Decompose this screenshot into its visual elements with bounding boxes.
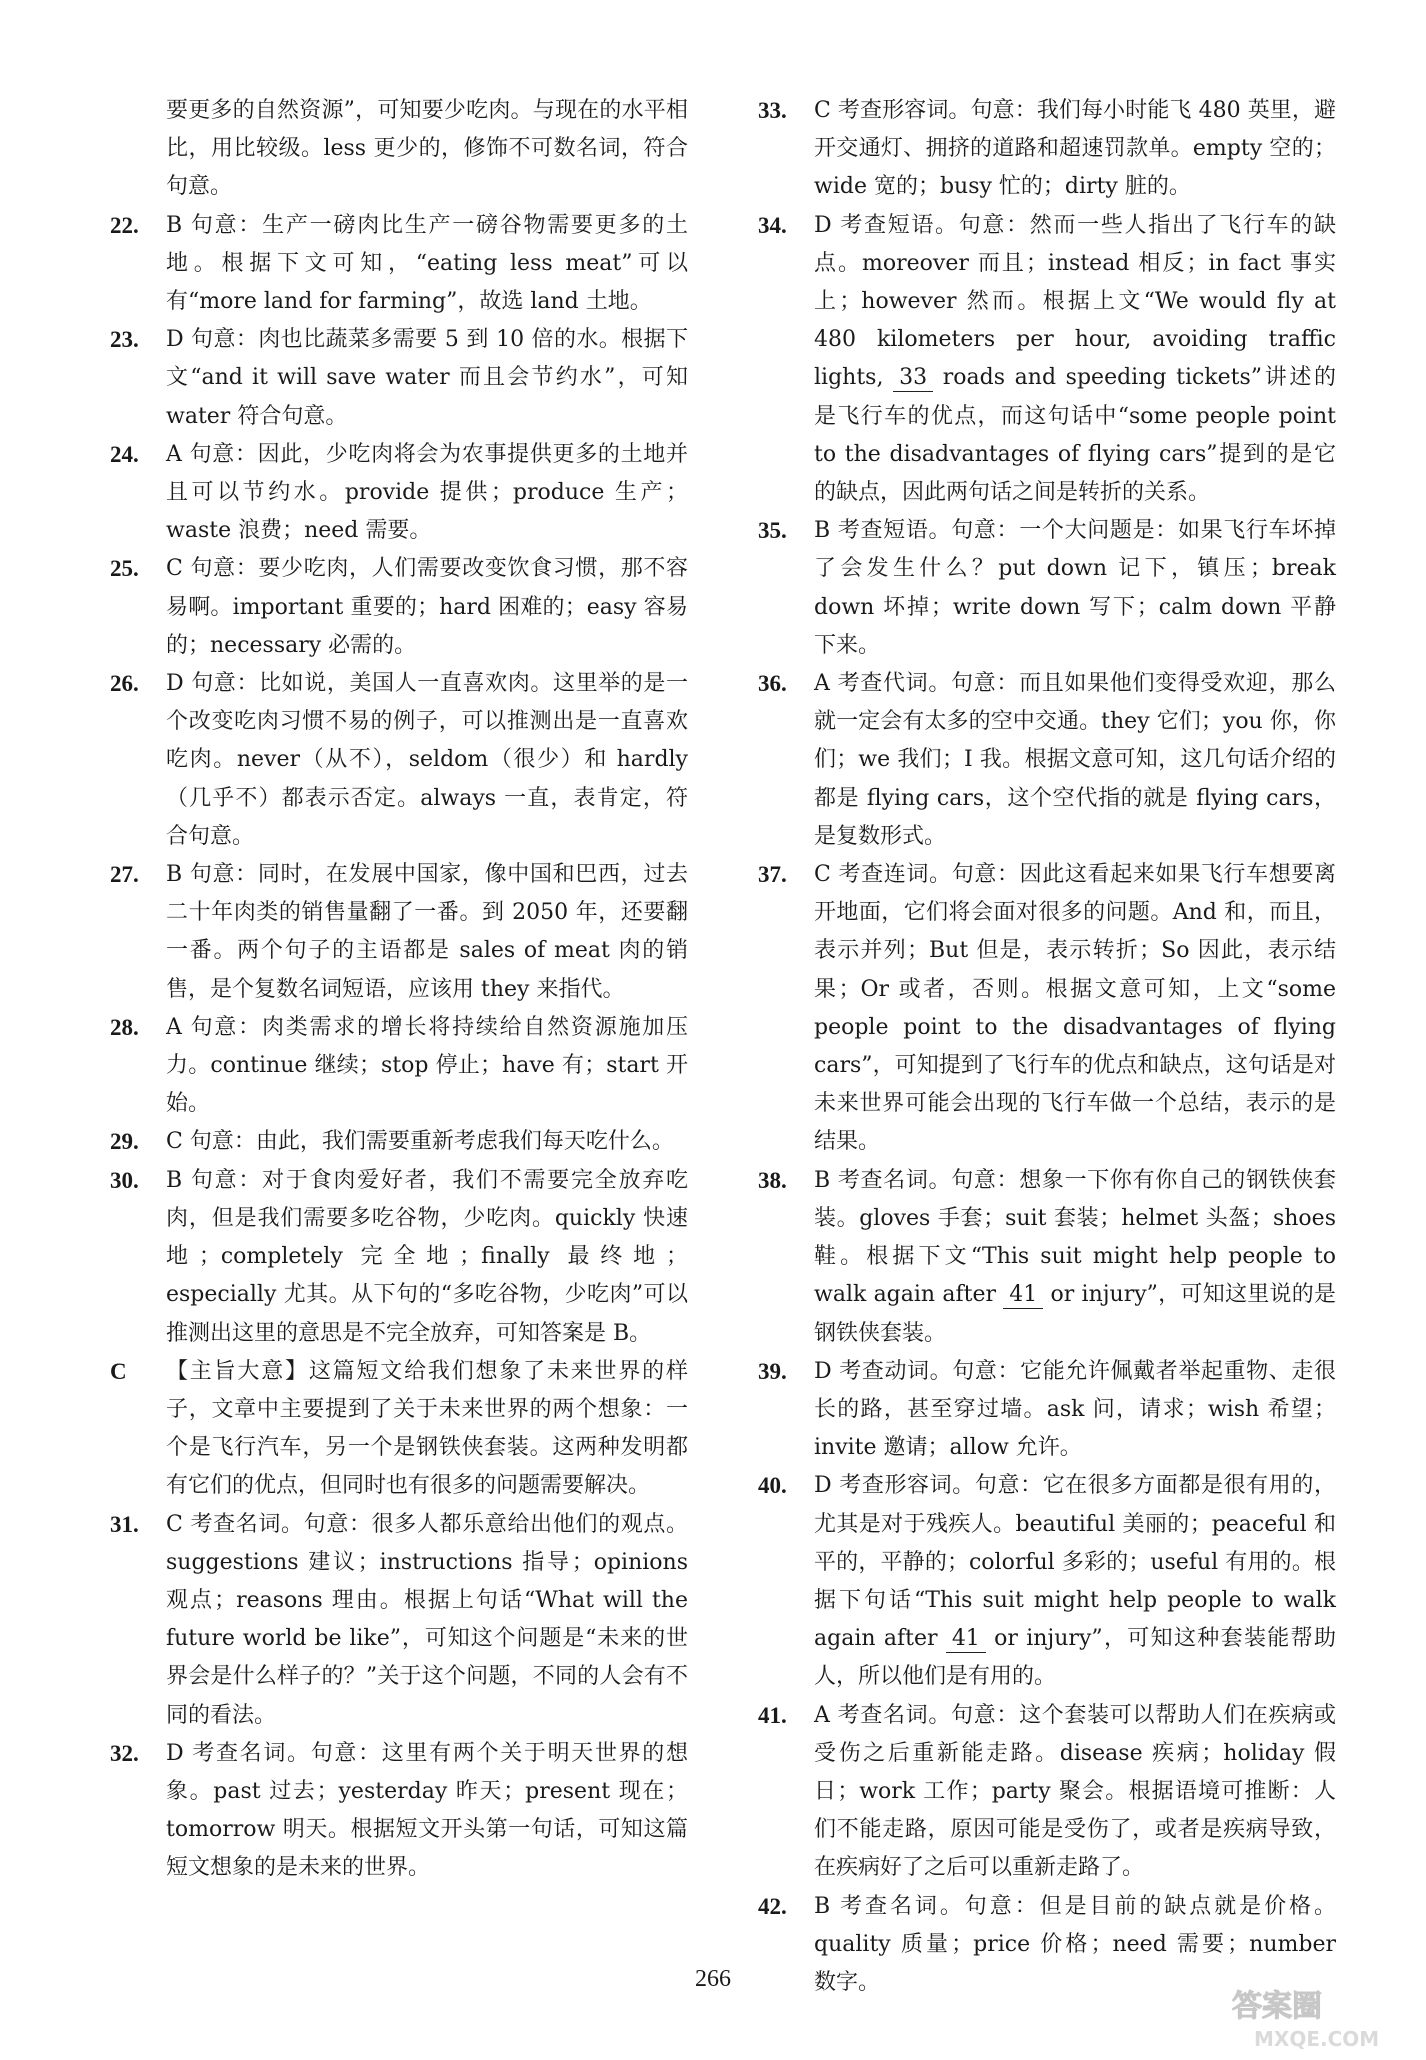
section-c-summary xyxy=(110,1353,688,1506)
item-number: 29. xyxy=(110,1129,139,1155)
item-number: 30. xyxy=(110,1167,139,1193)
summary-text: 【主旨大意】这篇短文给我们想象了未来世界的样子，文章中主要提到了关于未来世界的两个想象：一个是飞行汽车，另一个是钢铁侠套装。这两种发明都有它们的优点，但同时也有很多的问题需要解决。 xyxy=(166,1358,688,1499)
item-text: C 考查连词。句意：因此这看起来如果飞行车想要离开地面，它们将会面对很多的问题。And 和，而且，表示并列；But 但是，表示转折；So 因此，表示结果；Or 或者，否则。根据文意可知，上文“some people point to the disadvantages of flying cars”，可知提到了飞行车的优点和缺点，这句话是对未来世界可能会出现的飞行车做一个总结，表示的是结果。 xyxy=(814,862,1336,1155)
item-number: 41. xyxy=(758,1702,787,1728)
item-number: 32. xyxy=(110,1740,139,1766)
item-text: D 句意：肉也比蔬菜多需要 5 到 10 倍的水。根据下文“and it will save water 而且会节约水”，可知 water 符合句意。 xyxy=(166,327,688,429)
answer-blank: 33 xyxy=(893,365,933,392)
watermark-logo xyxy=(1224,1980,1414,2052)
item-text: C 句意：要少吃肉，人们需要改变饮食习惯，那不容易啊。important 重要的；hard 困难的；easy 容易的；necessary 必需的。 xyxy=(166,556,688,658)
item-text: B 句意：对于食肉爱好者，我们不需要完全放弃吃肉，但是我们需要多吃谷物，少吃肉。quickly 快速地；completely 完全地；finally 最终地；especially 尤其。从下句的“多吃谷物，少吃肉”可以推测出这里的意思是不完全放弃，可知答案是 B。 xyxy=(166,1167,688,1346)
item-number: 22. xyxy=(110,212,139,238)
item-text-part: D 考查形容词。句意：它在很多方面都是很有用的，尤其是对于残疾人。beautiful 美丽的；peaceful 和平的，平静的；colorful 多彩的；useful 有用的。根据下句话“This suit might help people to walk again after xyxy=(814,1473,1336,1652)
item-text: D 考查动词。句意：它能允许佩戴者举起重物、走很长的路，甚至穿过墙。ask 问，请求；wish 希望；invite 邀请；allow 允许。 xyxy=(814,1358,1336,1461)
item-number: 42. xyxy=(758,1893,787,1919)
watermark-url: MXQE.COM xyxy=(1254,2027,1380,2051)
item-number: 23. xyxy=(110,327,139,353)
answer-blank: 41 xyxy=(946,1626,986,1653)
answer-item-36 xyxy=(758,665,1336,856)
continued-paragraph xyxy=(110,92,688,207)
page-number: 266 xyxy=(695,1966,731,1992)
answer-item-37 xyxy=(758,856,1336,1162)
answer-item-34 xyxy=(758,207,1336,513)
item-number: 34. xyxy=(758,212,787,238)
answer-item-27 xyxy=(110,856,688,1009)
answer-item-39 xyxy=(758,1353,1336,1468)
item-number: 38. xyxy=(758,1167,787,1193)
answer-item-35 xyxy=(758,512,1336,665)
item-number: 36. xyxy=(758,671,787,697)
item-text-part: roads and speeding tickets”讲述的是飞行车的优点，而这句话中“some people point to the disadvantages of flying cars”提到的是它的缺点，因此两句话之间是转折的关系。 xyxy=(814,365,1337,506)
item-text-part: B 考查名词。句意：想象一下你有你自己的钢铁侠套装。gloves 手套；suit 套装；helmet 头盔；shoes 鞋。根据下文“This suit might help people to walk again after xyxy=(814,1167,1336,1308)
answer-item-30 xyxy=(110,1162,688,1353)
answer-item-33 xyxy=(758,92,1336,207)
item-number: 33. xyxy=(758,98,787,123)
answer-item-28 xyxy=(110,1009,688,1124)
right-column xyxy=(758,92,1336,2002)
watermark-logo-text: 答案圈 xyxy=(1232,1989,1322,2024)
answer-item-29 xyxy=(110,1123,688,1161)
item-text: C 句意：由此，我们需要重新考虑我们每天吃什么。 xyxy=(166,1129,674,1155)
item-text: A 考查代词。句意：而且如果他们变得受欢迎，那么就一定会有太多的空中交通。they 它们；you 你，你们；we 我们；I 我。根据文意可知，这几句话介绍的都是 flying cars，这个空代指的就是 flying cars，是复数形式。 xyxy=(814,671,1336,849)
item-number: 24. xyxy=(110,441,139,467)
answer-item-40 xyxy=(758,1467,1336,1696)
item-text xyxy=(814,1162,1336,1353)
item-number: 39. xyxy=(758,1358,787,1384)
item-number: 25. xyxy=(110,556,139,582)
item-text: C 考查名词。句意：很多人都乐意给出他们的观点。suggestions 建议；instructions 指导；opinions 观点；reasons 理由。根据上句话“What will the future world be like”，可知这个问题是“未来的世界会是什么样子的？”关于这个问题，不同的人会有不同的看法。 xyxy=(166,1511,688,1728)
item-text xyxy=(814,207,1336,513)
item-text: A 考查名词。句意：这个套装可以帮助人们在疾病或受伤之后重新能走路。disease 疾病；holiday 假日；work 工作；party 聚会。根据语境可推断：人们不能走路，原因可能是受伤了，或者是疾病导致，在疾病好了之后可以重新走路了。 xyxy=(814,1702,1336,1881)
answer-item-26 xyxy=(110,665,688,856)
paragraph-text: 要更多的自然资源”，可知要少吃肉。与现在的水平相比，用比较级。less 更少的，修饰不可数名词，符合句意。 xyxy=(166,98,688,200)
answer-blank: 41 xyxy=(1003,1282,1043,1309)
item-text: A 句意：肉类需求的增长将持续给自然资源施加压力。continue 继续；stop 停止；have 有；start 开始。 xyxy=(166,1014,688,1117)
item-number: 27. xyxy=(110,862,139,888)
item-text-part: D 考查短语。句意：然而一些人指出了飞行车的缺点。moreover 而且；instead 相反；in fact 事实上；however 然而。根据上文“We would fly at 480 kilometers per hour, avoiding traffic lights, xyxy=(814,212,1336,391)
answer-item-25 xyxy=(110,550,688,665)
section-label: C xyxy=(110,1358,127,1384)
answer-item-31 xyxy=(110,1506,688,1735)
item-text: B 句意：生产一磅肉比生产一磅谷物需要更多的土地。根据下文可知，“eating less meat”可以有“more land for farming”，故选 land 土地。 xyxy=(166,212,688,315)
item-text: C 考查形容词。句意：我们每小时能飞 480 英里，避开交通灯、拥挤的道路和超速罚款单。empty 空的；wide 宽的；busy 忙的；dirty 脏的。 xyxy=(814,98,1336,200)
answer-item-41 xyxy=(758,1697,1336,1888)
item-text-part: or injury”，可知这种套装能帮助人，所以他们是有用的。 xyxy=(814,1626,1336,1690)
item-number: 31. xyxy=(110,1511,139,1537)
item-number: 40. xyxy=(758,1473,787,1499)
item-text: B 句意：同时，在发展中国家，像中国和巴西，过去二十年肉类的销售量翻了一番。到 2050 年，还要翻一番。两个句子的主语都是 sales of meat 肉的销售，是个复数名词短语，应该用 they 来指代。 xyxy=(166,862,688,1002)
item-number: 37. xyxy=(758,862,787,888)
item-text: D 考查名词。句意：这里有两个关于明天世界的想象。past 过去；yesterday 昨天；present 现在；tomorrow 明天。根据短文开头第一句话，可知这篇短文想象的是未来的世界。 xyxy=(166,1740,688,1881)
item-text xyxy=(814,1467,1336,1696)
item-text: B 考查短语。句意：一个大问题是：如果飞行车坏掉了会发生什么？put down 记下，镇压；break down 坏掉；write down 写下；calm down 平静下来。 xyxy=(814,518,1336,658)
item-text: D 句意：比如说，美国人一直喜欢肉。这里举的是一个改变吃肉习惯不易的例子，可以推测出是一直喜欢吃肉。never（从不），seldom（很少）和 hardly（几乎不）都表示否定。always 一直，表肯定，符合句意。 xyxy=(166,671,688,849)
item-text: B 考查名词。句意：但是目前的缺点就是价格。quality 质量；price 价格；need 需要；number 数字。 xyxy=(814,1893,1336,1995)
item-text: A 句意：因此，少吃肉将会为农事提供更多的土地并且可以节约水。provide 提供；produce 生产；waste 浪费；need 需要。 xyxy=(166,441,688,544)
answer-item-22 xyxy=(110,207,688,322)
answer-item-23 xyxy=(110,321,688,436)
answer-item-38 xyxy=(758,1162,1336,1353)
left-column xyxy=(110,92,688,1888)
item-text-part: or injury”，可知这里说的是钢铁侠套装。 xyxy=(814,1282,1336,1346)
answer-item-24 xyxy=(110,436,688,551)
item-number: 26. xyxy=(110,671,139,697)
item-number: 28. xyxy=(110,1014,139,1040)
item-number: 35. xyxy=(758,518,787,544)
answer-item-32 xyxy=(110,1735,688,1888)
